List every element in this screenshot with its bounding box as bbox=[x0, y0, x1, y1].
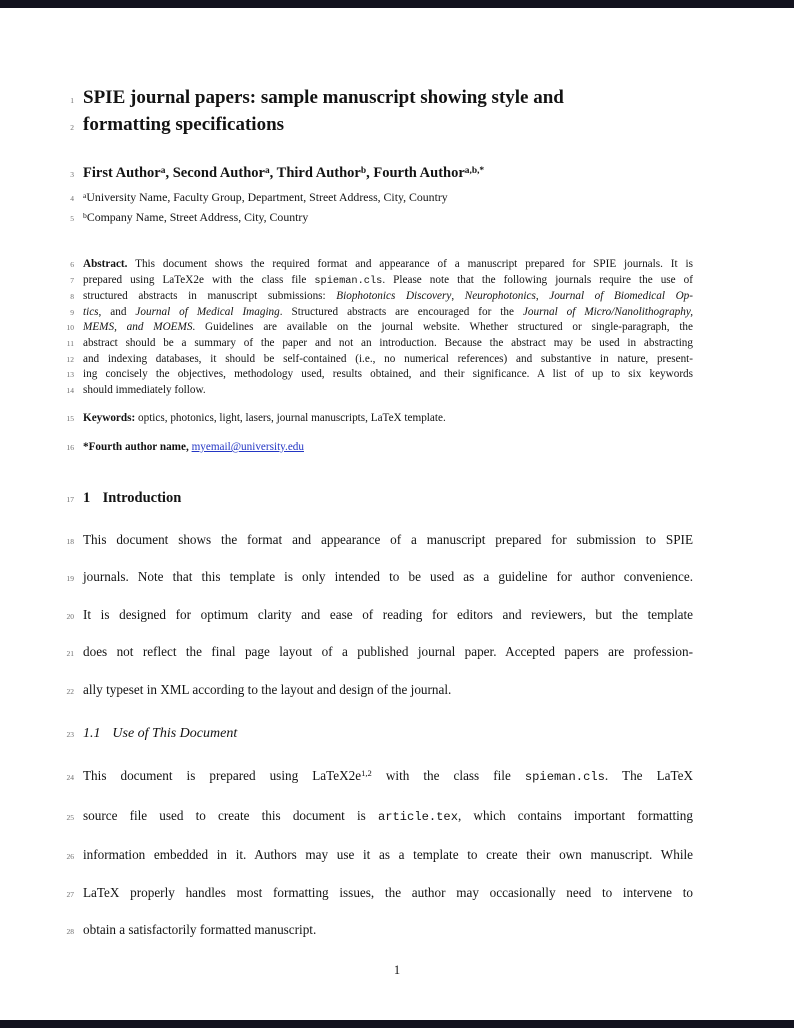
line-content: LaTeX properly handles most formatting issues, the author may occasionally need to intervene to bbox=[83, 884, 693, 900]
line-content: 1.1 Use of This Document bbox=[83, 726, 238, 742]
top-edge-bar bbox=[0, 0, 794, 8]
line-number: 19 bbox=[66, 574, 74, 584]
line-content: This document is prepared using $LaTeX2e^{1,2}$ with the class file spieman.cls. The LaTeX bbox=[83, 768, 694, 785]
line-number: 12 bbox=[66, 354, 74, 364]
email-link[interactable]: myemail@university.edu bbox=[191, 440, 304, 453]
text-line bbox=[0, 724, 794, 744]
page-number: 1 bbox=[393, 963, 401, 977]
line-content: ally typeset in XML according to the layout and design of the journal. bbox=[83, 681, 452, 697]
line-content: This document shows the format and appearance of a manuscript prepared for submission to SPIE bbox=[83, 531, 693, 547]
text-line bbox=[0, 383, 794, 399]
line-number: 17 bbox=[66, 494, 74, 504]
text-line bbox=[0, 257, 794, 273]
corresponding-author bbox=[0, 440, 794, 456]
text-line bbox=[0, 671, 794, 709]
paper-title bbox=[0, 84, 794, 138]
line-number: 24 bbox=[66, 773, 74, 783]
line-content: SPIE journal papers: sample manuscript showing style and bbox=[83, 87, 564, 108]
text-line bbox=[0, 352, 794, 368]
use-of-document-paragraph bbox=[0, 757, 794, 949]
line-content: $^b$Company Name, Street Address, City, Country bbox=[83, 210, 309, 224]
line-number: 5 bbox=[70, 214, 74, 223]
line-number: 28 bbox=[66, 927, 74, 937]
line-content: formatting specifications bbox=[83, 114, 285, 135]
text-line bbox=[0, 797, 794, 837]
line-content: and indexing databases, it should be self-contained (i.e., no numerical references) and substantive in nature, present- bbox=[83, 352, 693, 365]
line-content: Keywords: optics, photonics, light, lasers, journal manuscripts, LaTeX template. bbox=[83, 412, 446, 425]
text-line bbox=[0, 289, 794, 305]
line-number: 6 bbox=[70, 260, 74, 269]
line-number: 23 bbox=[66, 730, 74, 740]
subsection-heading-use-of-this-document bbox=[0, 724, 794, 744]
line-content: Abstract. This document shows the required format and appearance of a manuscript prepared for SPIE journals. It is bbox=[83, 258, 693, 270]
text-line bbox=[0, 273, 794, 290]
line-content: journals. Note that this template is only intended to be used as a guideline for author convenience. bbox=[83, 569, 693, 585]
line-content: does not reflect the final page layout of a published journal paper. Accepted papers are profession- bbox=[83, 644, 693, 660]
line-content: It is designed for optimum clarity and ease of reading for editors and reviewers, but the template bbox=[83, 606, 693, 622]
introduction-paragraph bbox=[0, 521, 794, 709]
text-line bbox=[0, 336, 794, 352]
line-content: tics, and Journal of Medical Imaging. Structured abstracts are encouraged for the Journal of Micro/Nanolithography, bbox=[83, 305, 694, 318]
line-number: 15 bbox=[66, 414, 74, 424]
line-content: obtain a satisfactorily formatted manuscript. bbox=[83, 922, 317, 938]
text-line bbox=[0, 84, 794, 111]
line-number: 22 bbox=[66, 686, 74, 696]
line-number: 10 bbox=[66, 323, 74, 333]
line-content: information embedded in it. Authors may use it as a template to create their own manuscript. While bbox=[83, 847, 693, 863]
line-number: 4 bbox=[70, 194, 74, 203]
text-line bbox=[0, 367, 794, 383]
line-number: 20 bbox=[66, 611, 74, 621]
line-number: 21 bbox=[66, 649, 74, 659]
line-number: 18 bbox=[66, 536, 74, 546]
bottom-edge-bar bbox=[0, 1020, 794, 1028]
line-number: 2 bbox=[70, 123, 74, 132]
line-number: 25 bbox=[66, 812, 74, 822]
line-content: ing concisely the objectives, methodology used, results obtained, and their significance. A list of up to six keywords bbox=[83, 368, 693, 381]
line-number: 3 bbox=[70, 170, 74, 179]
line-content: prepared using LaTeX2e with the class file spieman.cls. Please note that the following journals require the use of bbox=[83, 273, 693, 287]
line-content: First Author$^a$, Second Author$^a$, Third Author$^b$, Fourth Author$^{a,b,*}$ bbox=[83, 165, 485, 181]
line-content: abstract should be a summary of the paper and not an introduction. Because the abstract may be used in abstracting bbox=[83, 336, 693, 349]
line-content: source file used to create this document is article.tex, which contains important formatting bbox=[83, 807, 693, 824]
line-number: 27 bbox=[66, 889, 74, 899]
text-line bbox=[0, 111, 794, 138]
abstract bbox=[0, 257, 794, 398]
text-line bbox=[0, 188, 794, 208]
text-line bbox=[0, 558, 794, 596]
text-line bbox=[0, 164, 794, 185]
line-number: 16 bbox=[66, 442, 74, 452]
keywords bbox=[0, 411, 794, 427]
line-number: 8 bbox=[70, 292, 74, 302]
text-line bbox=[0, 488, 794, 508]
author-list bbox=[0, 164, 794, 185]
line-content: MEMS, and MOEMS. Guidelines are available on the journal website. Whether structured or single-paragraph, the bbox=[83, 321, 693, 334]
line-content: 1 Introduction bbox=[83, 489, 182, 506]
document-page bbox=[0, 8, 794, 1020]
line-number: 1 bbox=[70, 96, 74, 105]
text-line bbox=[0, 305, 794, 321]
text-line bbox=[0, 874, 794, 912]
line-content: *Fourth author name, myemail@university.edu bbox=[83, 440, 304, 453]
line-content: structured abstracts in manuscript submissions: Biophotonics Discovery, Neurophotonics, Journal of Biomedical Op- bbox=[83, 290, 694, 303]
text-line bbox=[0, 911, 794, 949]
line-content: should immediately follow. bbox=[83, 383, 206, 396]
text-line bbox=[0, 836, 794, 874]
text-line bbox=[0, 320, 794, 336]
line-number: 7 bbox=[70, 275, 74, 285]
text-line bbox=[0, 440, 794, 456]
text-line bbox=[0, 208, 794, 228]
line-number: 9 bbox=[70, 307, 74, 317]
text-line bbox=[0, 411, 794, 427]
line-number: 14 bbox=[66, 385, 74, 395]
manuscript-body bbox=[0, 84, 794, 949]
text-line bbox=[0, 633, 794, 671]
text-line bbox=[0, 521, 794, 559]
section-heading-introduction bbox=[0, 488, 794, 508]
line-content: $^a$University Name, Faculty Group, Department, Street Address, City, Country bbox=[83, 190, 448, 204]
line-number: 26 bbox=[66, 852, 74, 862]
line-number: 13 bbox=[66, 370, 74, 380]
text-line bbox=[0, 596, 794, 634]
line-number: 11 bbox=[66, 338, 74, 348]
affiliations bbox=[0, 188, 794, 228]
text-line bbox=[0, 757, 794, 797]
